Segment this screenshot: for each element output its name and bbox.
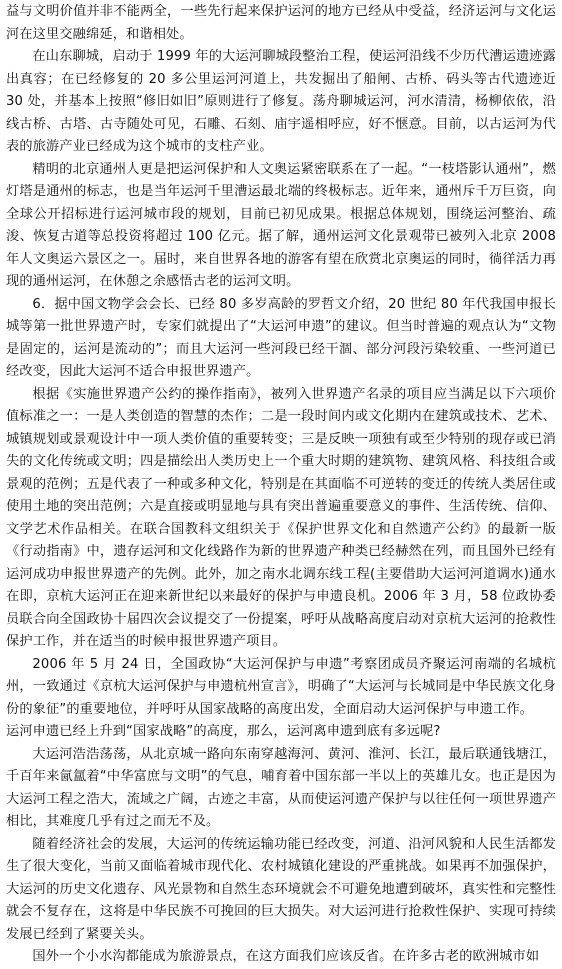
paragraph-2: 在山东聊城，启动于 1999 年的大运河聊城段整治工程，使运河沿线不少历代漕运遗迹露出真容；在已经修复的 20 多公里运河河道上，共发掘出了船闸、古桥、码头等古代遗迹近 30 处，并基本上按照“修旧如旧”原则进行了修复。荡舟聊城运河，河水清清，杨柳依依，沿线古桥、古塔、古寺随处可见，石雕、石刻、庙宇遥相呼应，好不惬意。目前，以古运河为代表的旅游产业已经成为这个城市的支柱产业。	[6, 49, 556, 154]
paragraph-7: 运河申遗已经上升到“国家战略”的高度，那么，运河离申遗到底有多远呢?	[6, 724, 441, 739]
paragraph-8: 大运河浩浩荡荡，从北京城一路向东南穿越海河、黄河、淮河、长江，最后联通钱塘江，千百年来氤氲着“中华富庶与文明”的气息，哺育着中国东部一半以上的英雄儿女。也正是因为大运河工程之浩大，流域之广阔，古迹之丰富，从而使运河遗产保护与以往任何一项世界遗产相比，其难度几乎有过之而无不及。	[6, 746, 556, 829]
paragraph-5: 根据《实施世界遗产公约的操作指南》，被列入世界遗产名录的项目应当满足以下六项价值标准之一：一是人类创造的智慧的杰作；二是一段时间内或文化期内在建筑或技术、艺术、城镇规划或景观设计中一项人类价值的重要转变；三是反映一项独有或至少特别的现存或已消失的文化传统或文明；四是描绘出人类历史上一个重大时期的建筑物、建筑风格、科技组合或景观的范例；五是代表了一种或多种文化，特别是在其面临不可逆转的变迁的传统人类居住或使用土地的突出范例；六是直接或明显地与具有突出普遍重要意义的事件、生活传统、信仰、文学艺术作品相关。在联合国教科文组织关于《保护世界文化和自然遗产公约》的最新一版《行动指南》中，遗存运河和文化线路作为新的世界遗产种类已经赫然在列，而且国外已经有运河成功申报世界遗产的先例。此外，加之南水北调东线工程(主要借助大运河河道调水)通水在即，京杭大运河正在迎来新世纪以来最好的保护与申遗良机。2006 年 3 月，58 位政协委员联合向全国政协十届四次会议提交了一份提案，呼吁从战略高度启动对京杭大运河的抢救性保护工作，并在适当的时候申报世界遗产项目。	[6, 386, 556, 649]
paragraph-6: 2006 年 5 月 24 日，全国政协“大运河保护与申遗”考察团成员齐聚运河南端的名城杭州，一致通过《京杭大运河保护与申遗杭州宣言》，明确了“大运河与长城同是中华民族文化身份的象征”的重要地位，并呼吁从国家战略的高度出发，全面启动大运河保护与申遗工作。	[6, 656, 556, 717]
paragraph-4: 6．据中国文物学会会长、已经 80 多岁高龄的罗哲文介绍，20 世纪 80 年代我国申报长城等第一批世界遗产时，专家们就提出了“大运河申遗”的建议。但当时普遍的观点认为“文物是固定的，运河是流动的”；而且大运河一些河段已经干涸、部分河段污染较重、一些河道已经改变，因此大运河不适合申报世界遗产。	[6, 296, 556, 379]
paragraph-9: 随着经济社会的发展，大运河的传统运输功能已经改变，河道、沿河风貌和人民生活都发生了很大变化，当前又面临着城市现代化、农村城镇化建设的严重挑战。如果再不加强保护，大运河的历史文化遗存、风光景物和自然生态环境就会不可避免地遭到破坏，真实性和完整性就会不复存在，这将是中华民族不可挽回的巨大损失。对大运河进行抢救性保护、实现可持续发展已经到了紧要关头。	[6, 836, 556, 942]
paragraph-10: 国外一个小水沟都能成为旅游景点，在这方面我们应该反省。在许多古老的欧洲城市如	[32, 949, 540, 964]
paragraph-3: 精明的北京通州人更是把运河保护和人文奥运紧密联系在了一起。“一枝塔影认通州”，燃灯塔是通州的标志，也是当年运河千里漕运最北端的终极标志。近年来，通州斥千万巨资，向全球公开招标进行运河城市段的规划，目前已初见成果。根据总体规划，围绕运河整治、疏浚、恢复古道等总投资将超过 100 亿元。据了解，通州运河文化景观带已被列入北京 2008 年人文奥运六景区之一。届时，来自世界各地的游客有望在欣赏北京奥运的同时，徜徉活力再现的通州运河，在休憩之余感悟古老的运河文明。	[6, 161, 556, 289]
paragraph-1: 益与文明价值并非不能两全，一些先行起来保护运河的地方已经从中受益，经济运河与文化运河在这里交融绵延，和谐相处。	[6, 4, 556, 42]
